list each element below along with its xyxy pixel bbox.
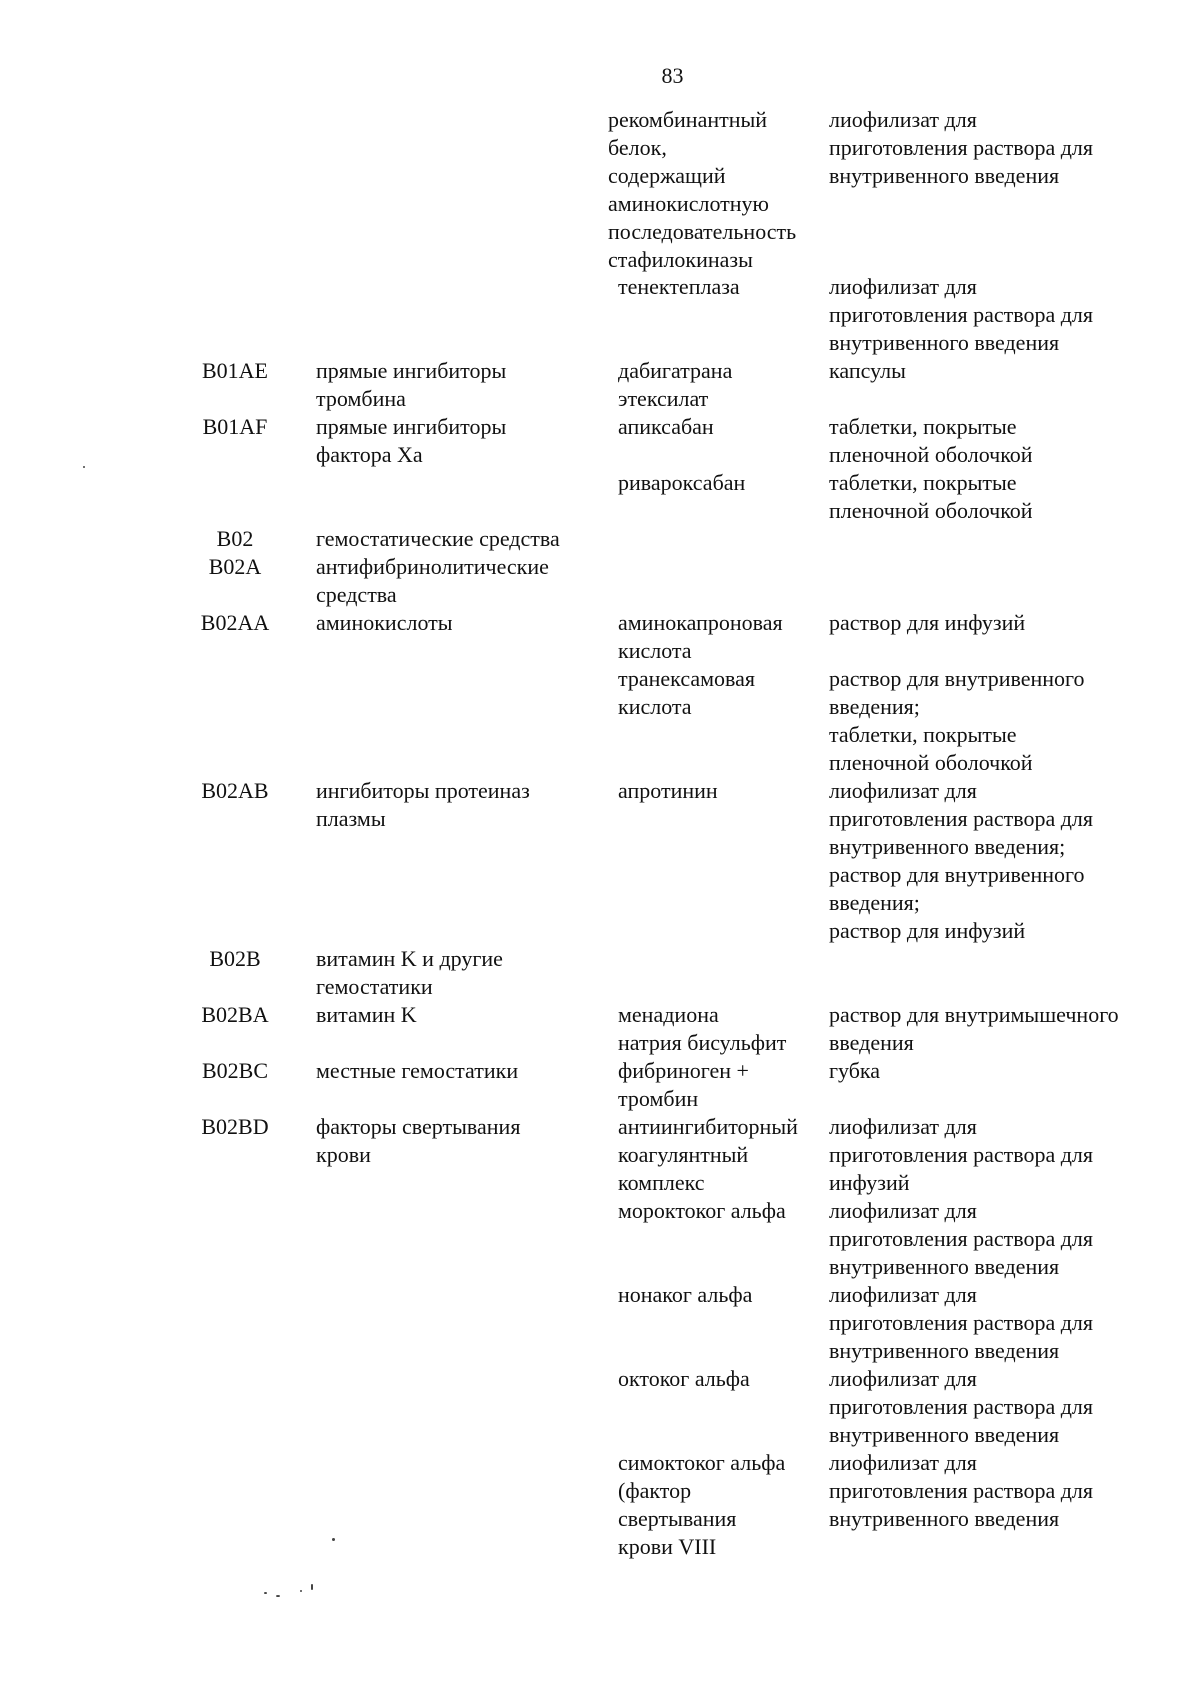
dosage-form: лиофилизат для приготовления раствора для внутривенного введения: [829, 107, 1093, 188]
dosage-form: раствор для инфузий: [829, 610, 1026, 635]
dosage-form: капсулы: [829, 358, 906, 383]
group-name: ингибиторы протеиназ плазмы: [316, 778, 530, 831]
drug-name: тенектеплаза: [618, 274, 740, 299]
drug-name: октоког альфа: [618, 1366, 750, 1391]
drug-name: симоктоког альфа (фактор свертывания крови VIII: [618, 1450, 786, 1559]
drug-name: аминокапроновая кислота: [618, 610, 783, 663]
dosage-form: лиофилизат для приготовления раствора для инфузий: [829, 1114, 1093, 1195]
atc-code: B02BD: [201, 1114, 269, 1139]
dosage-form: губка: [829, 1058, 881, 1083]
atc-code: B02AA: [200, 610, 270, 635]
group-name: гемостатические средства: [316, 526, 560, 551]
scan-speck: [311, 1584, 313, 1590]
scan-speck: [300, 1590, 302, 1592]
page-number: 83: [661, 63, 684, 88]
group-name: аминокислоты: [316, 610, 453, 635]
drug-name: антиингибиторный коагулянтный комплекс: [618, 1114, 798, 1195]
drug-name: рекомбинантный белок, содержащий аминокислотную последовательность стафилокиназы: [608, 107, 797, 272]
group-name: факторы свертывания крови: [316, 1114, 521, 1167]
group-name: антифибринолитические средства: [316, 554, 549, 607]
atc-code: B02B: [209, 946, 261, 971]
atc-code: B01AE: [202, 358, 268, 383]
drug-name: транексамовая кислота: [618, 666, 756, 719]
drug-name: мороктоког альфа: [618, 1198, 786, 1223]
scan-speck: [332, 1538, 335, 1541]
atc-code: B02BA: [201, 1002, 269, 1027]
drug-name: апиксабан: [618, 414, 714, 439]
drug-name: фибриноген + тромбин: [618, 1058, 749, 1111]
drug-name: менадиона натрия бисульфит: [618, 1002, 787, 1055]
dosage-form: раствор для внутривенного введения; таблетки, покрытые пленочной оболочкой: [829, 666, 1085, 775]
drug-name: апротинин: [618, 778, 718, 803]
dosage-form: таблетки, покрытые пленочной оболочкой: [829, 414, 1033, 467]
dosage-form: раствор для внутримышечного введения: [829, 1002, 1119, 1055]
dosage-form: лиофилизат для приготовления раствора для внутривенного введения: [829, 1366, 1093, 1447]
atc-code: B02: [216, 526, 254, 551]
atc-code: B02A: [208, 554, 262, 579]
group-name: прямые ингибиторы тромбина: [316, 358, 507, 411]
dosage-form: лиофилизат для приготовления раствора для внутривенного введения; раствор для внутривенного введения; раствор для инфузий: [829, 778, 1093, 943]
drug-name: дабигатрана этексилат: [618, 358, 733, 411]
scan-speck: [276, 1595, 280, 1597]
group-name: витамин K и другие гемостатики: [316, 946, 503, 999]
dosage-form: лиофилизат для приготовления раствора для внутривенного введения: [829, 1450, 1093, 1531]
atc-code: B02AB: [201, 778, 269, 803]
atc-code: B01AF: [202, 414, 268, 439]
dosage-form: лиофилизат для приготовления раствора для внутривенного введения: [829, 1198, 1093, 1279]
dosage-form: таблетки, покрытые пленочной оболочкой: [829, 470, 1033, 523]
group-name: местные гемостатики: [316, 1058, 519, 1083]
group-name: витамин K: [316, 1002, 417, 1027]
atc-code: B02BC: [201, 1058, 269, 1083]
drug-name: нонаког альфа: [618, 1282, 753, 1307]
dosage-form: лиофилизат для приготовления раствора для внутривенного введения: [829, 274, 1093, 355]
scan-speck: [83, 466, 85, 468]
drug-name: ривароксабан: [618, 470, 746, 495]
scan-speck: [264, 1592, 267, 1594]
dosage-form: лиофилизат для приготовления раствора для внутривенного введения: [829, 1282, 1093, 1363]
group-name: прямые ингибиторы фактора Xa: [316, 414, 507, 467]
